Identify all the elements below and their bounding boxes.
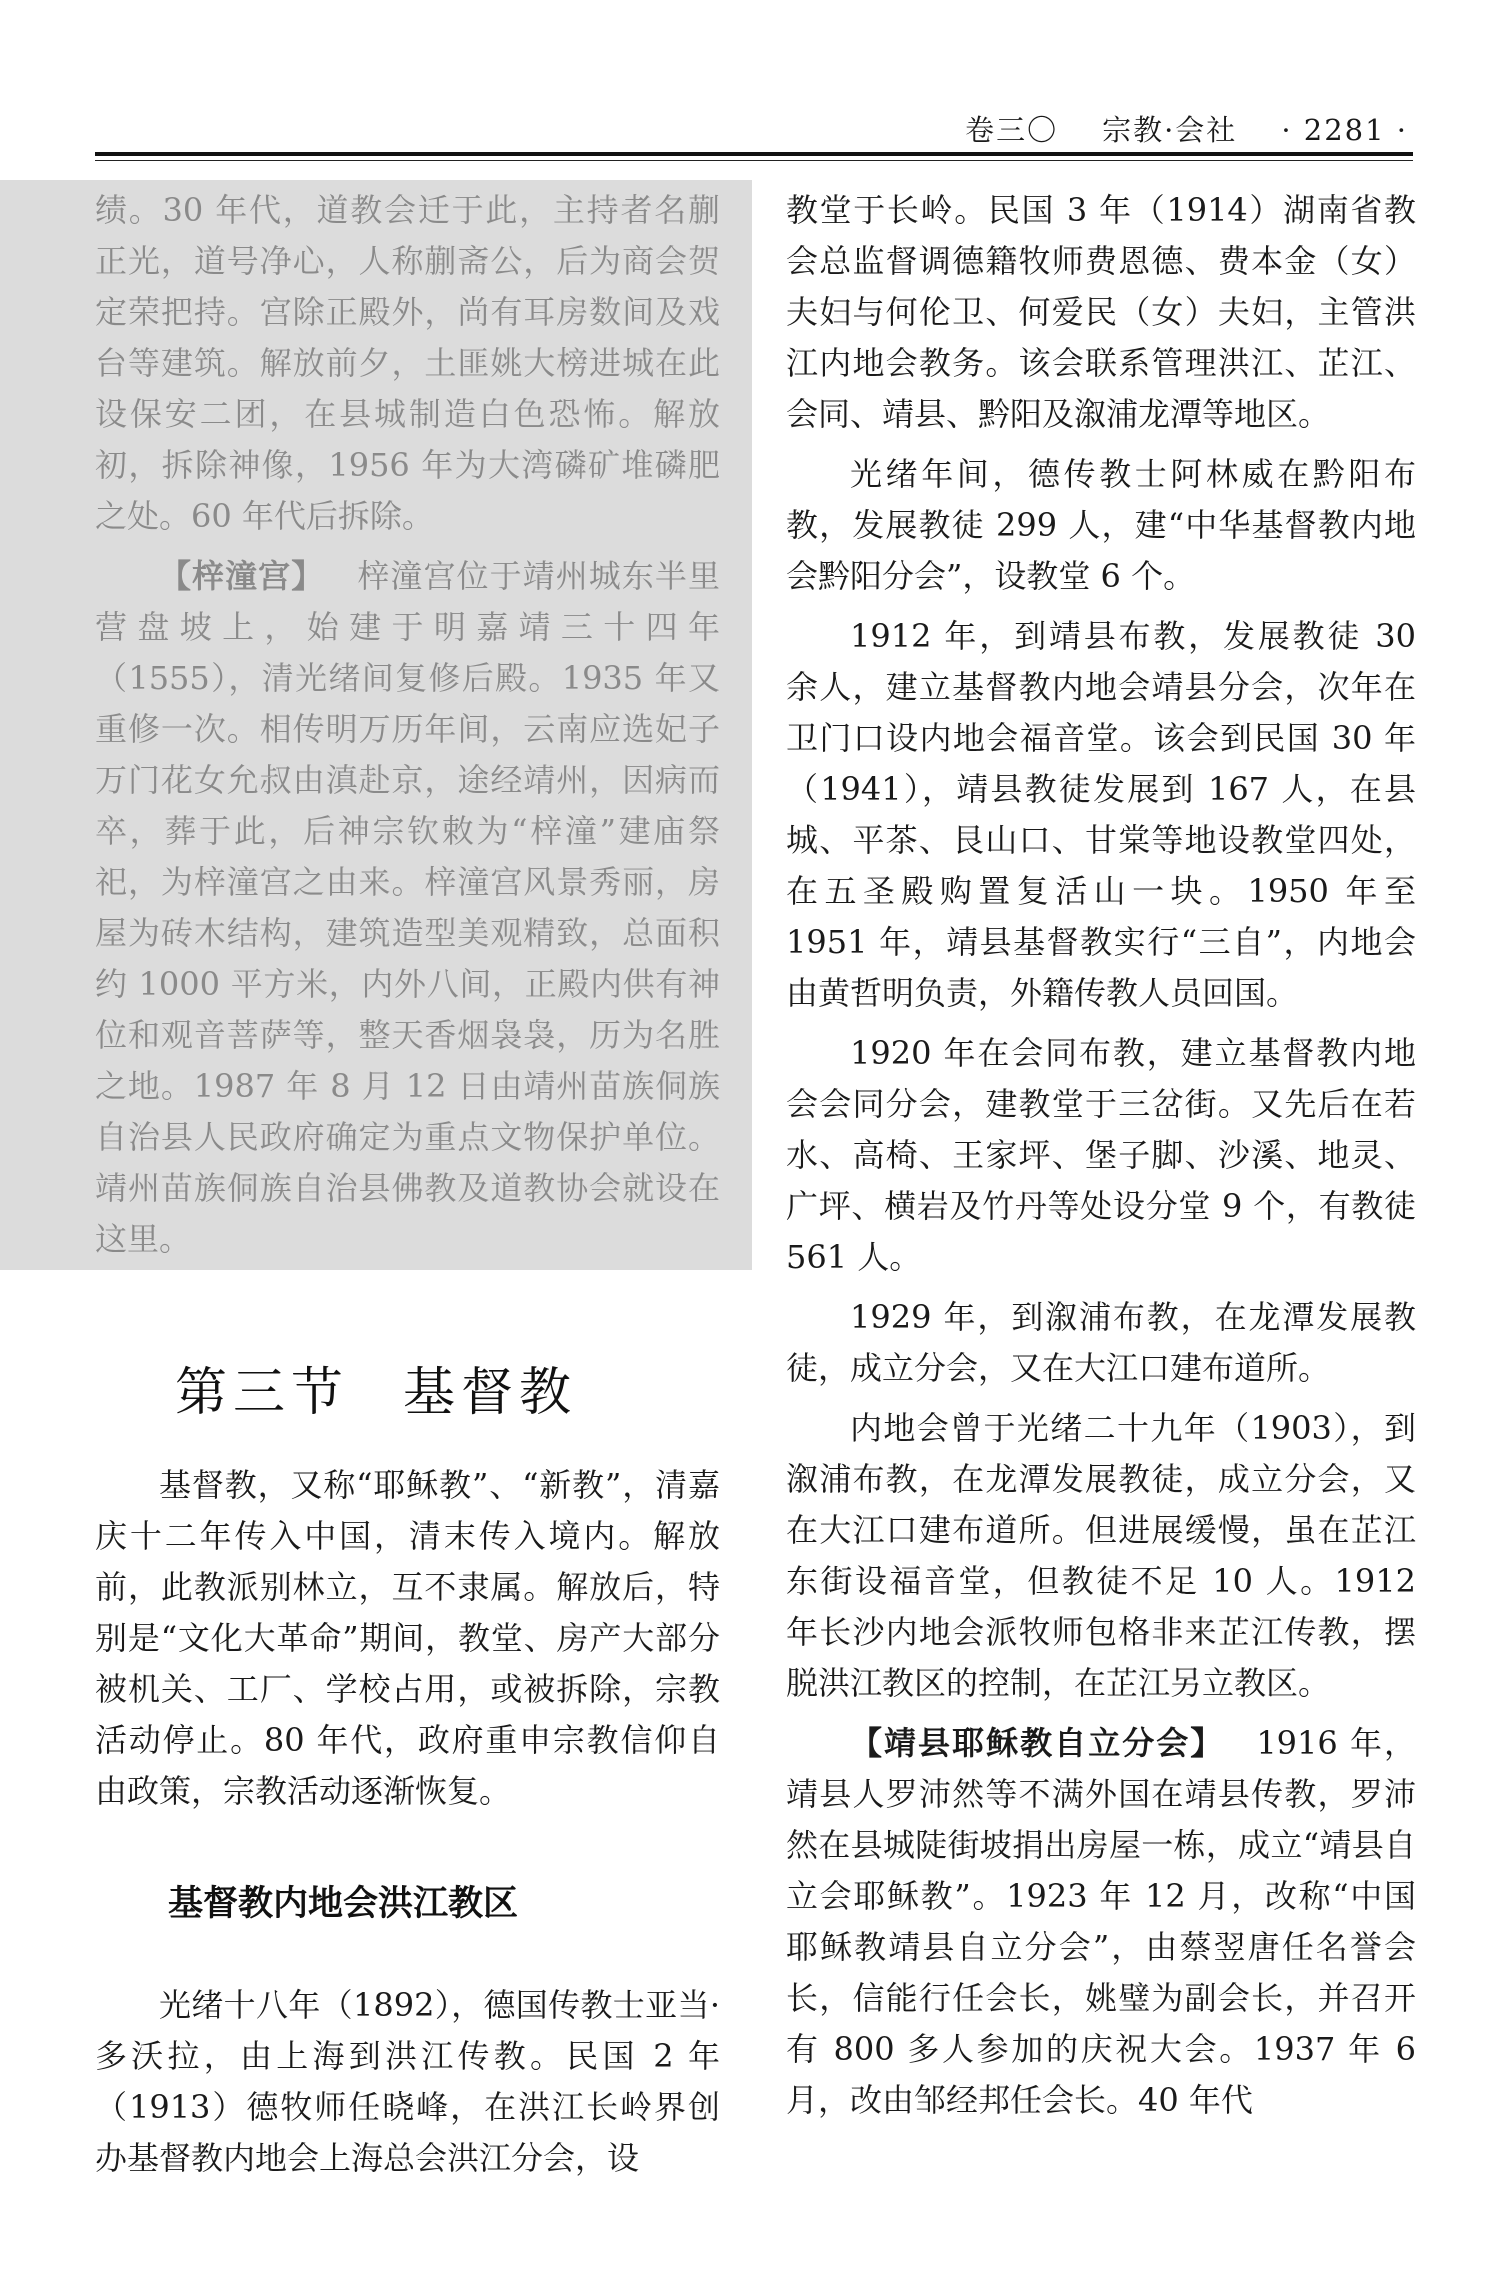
section-number: 第三节 xyxy=(174,1363,349,1423)
page-number: · 2281 · xyxy=(1281,113,1408,147)
header-rule-thin xyxy=(95,160,1413,161)
right-column xyxy=(786,185,1416,2127)
intro-paragraph: 基督教，又称“耶稣教”、“新教”，清嘉庆十二年传入中国，清末传入境内。解放前，此教派别林立，互不隶属。解放后，特别是“文化大革命”期间，教堂、房产大部分被机关、工厂、学校占用，或被拆除，宗教活动停止。80 年代，政府重申宗教信仰自由政策，宗教活动逐渐恢复。 xyxy=(95,1466,720,1810)
entry-text: 梓潼宫位于靖州城东半里营盘坡上，始建于明嘉靖三十四年（1555），清光绪间复修后殿。1935 年又重修一次。相传明万历年间，云南应选妃子万门花女允叔由滇赴京，途经靖州，因病而卒，葬于此，后神宗钦敕为“梓潼”建庙祭祀，为梓潼宫之由来。梓潼宫风景秀丽，房屋为砖木结构，建筑造型美观精致，总面积约 1000 平方米，内外八间，正殿内供有神位和观音菩萨等，整天香烟袅袅，历为名胜之地。1987 年 8 月 12 日由靖州苗族侗族自治县人民政府确定为重点文物保护单位。靖州苗族侗族自治县佛教及道教协会就设在这里。 xyxy=(95,557,720,1258)
paragraph-xupu: 1929 年，到溆浦布教，在龙潭发展教徒，成立分会，又在大江口建布道所。 xyxy=(786,1298,1416,1387)
entry-jingxian-self-governing xyxy=(786,1718,1416,2126)
entry-text: 1916 年，靖县人罗沛然等不满外国在靖县传教，罗沛然在县城陡街坡捐出房屋一栋，成立“靖县自立会耶稣教”。1923 年 12 月，改称“中国耶稣教靖县自立分会”，由蔡翌唐任名誉会长，信能行任会长，姚璧为副会长，并召开有 800 多人参加的庆祝大会。1937 年 6 月，改由邹经邦任会长。40 年代 xyxy=(786,1724,1416,2119)
left-column-body-2 xyxy=(95,1980,720,2185)
section-title xyxy=(0,1350,752,1425)
continued-paragraph: 绩。30 年代，道教会迁于此，主持者名蒯正光，道号净心，人称蒯斋公，后为商会贺定荣把持。宫除正殿外，尚有耳房数间及戏台等建筑。解放前夕，土匪姚大榜进城在此设保安二团，在县城制造白色恐怖。解放初，拆除神像，1956 年为大湾磷矿堆磷肥之处。60 年代后拆除。 xyxy=(95,191,720,535)
left-column-continuation xyxy=(95,185,720,1266)
subheading: 基督教内地会洪江教区 xyxy=(168,1884,519,1924)
header-rule-thick xyxy=(95,152,1413,156)
section-label: 宗教·会社 xyxy=(1102,113,1238,147)
paragraph-zhijiang: 内地会曾于光绪二十九年（1903），到溆浦布教，在龙潭发展教徒，成立分会，又在大江口建布道所。但进展缓慢，虽在芷江东街设福音堂，但教徒不足 10 人。1912 年长沙内地会派牧师包格非来芷江传教，摆脱洪江教区的控制，在芷江另立教区。 xyxy=(786,1409,1416,1702)
section-name: 基督教 xyxy=(403,1363,578,1423)
paragraph-huitong: 1920 年在会同布教，建立基督教内地会会同分会，建教堂于三岔街。又先后在若水、高椅、王家坪、堡子脚、沙溪、地灵、广坪、横岩及竹丹等处设分堂 9 个，有教徒 561 人。 xyxy=(786,1034,1416,1276)
entry-zitong-palace xyxy=(95,551,720,1265)
page-header xyxy=(0,0,1500,160)
running-head xyxy=(965,108,1408,149)
paragraph-1892: 光绪十八年（1892），德国传教士亚当·多沃拉，由上海到洪江传教。民国 2 年（1913）德牧师任晓峰，在洪江长岭界创办基督教内地会上海总会洪江分会，设 xyxy=(95,1986,720,2177)
entry-label: 【靖县耶稣教自立分会】 xyxy=(850,1724,1225,1762)
paragraph-continued: 教堂于长岭。民国 3 年（1914）湖南省教会总监督调德籍牧师费恩德、费本金（女）夫妇与何伦卫、何爱民（女）夫妇，主管洪江内地会教务。该会联系管理洪江、芷江、会同、靖县、黔阳及溆浦龙潭等地区。 xyxy=(786,191,1416,433)
entry-label: 【梓潼宫】 xyxy=(159,557,325,595)
left-column-body xyxy=(95,1460,720,1818)
paragraph-jingxian: 1912 年，到靖县布教，发展教徒 30 余人，建立基督教内地会靖县分会，次年在卫门口设内地会福音堂。该会到民国 30 年（1941），靖县教徒发展到 167 人，在县城、平茶、艮山口、甘棠等地设教堂四处，在五圣殿购置复活山一块。1950 年至 1951 年，靖县基督教实行“三自”，内地会由黄哲明负责，外籍传教人员回国。 xyxy=(786,617,1416,1012)
paragraph-qianyang: 光绪年间，德传教士阿林威在黔阳布教，发展教徒 299 人，建“中华基督教内地会黔阳分会”，设教堂 6 个。 xyxy=(786,455,1416,595)
chapter-label: 卷三〇 xyxy=(965,113,1059,147)
